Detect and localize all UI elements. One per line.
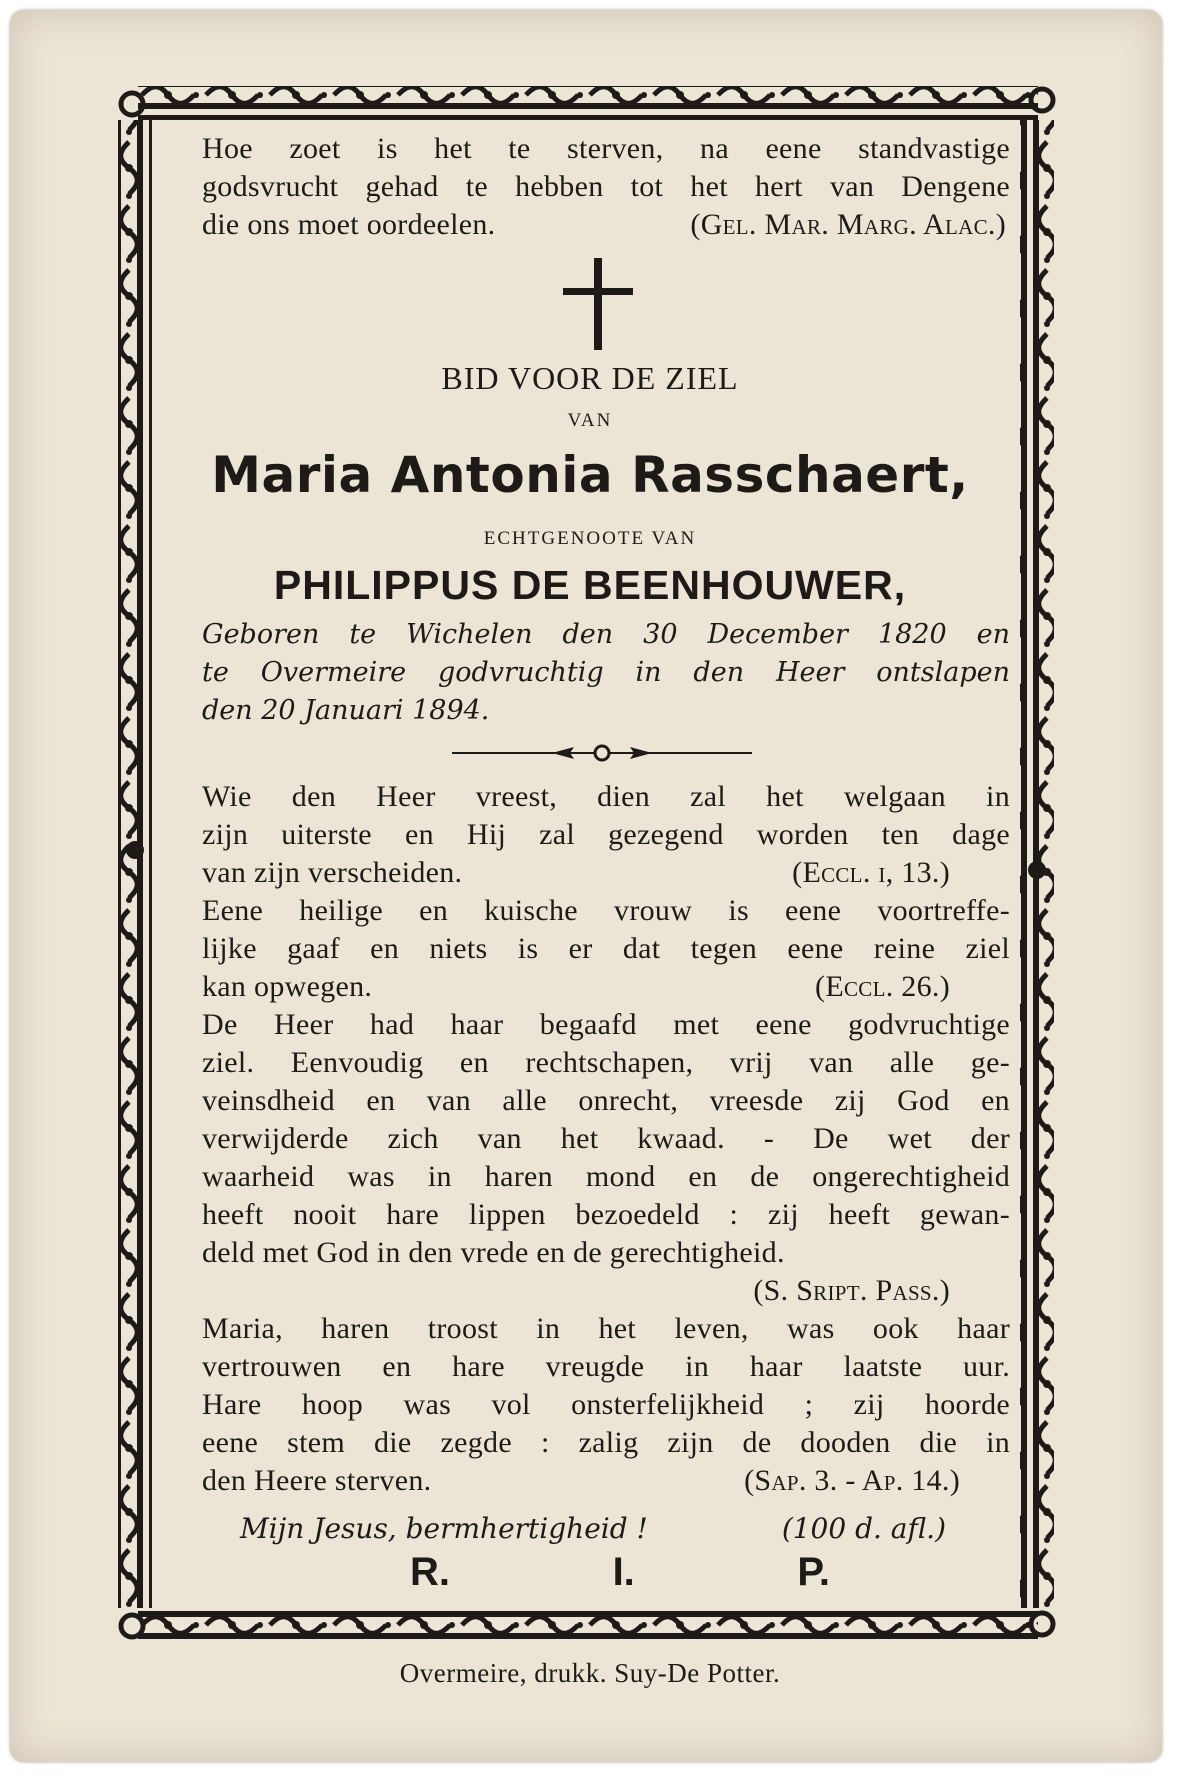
quote-last-line: die ons moet oordeelen. xyxy=(202,208,496,241)
prayer-text: Mijn Jesus, bermhertigheid ! xyxy=(240,1512,648,1545)
indulgence-note: (100 d. afl.) xyxy=(781,1512,946,1545)
scripture-reference: (Eccl. i, 13.) xyxy=(792,856,950,889)
paragraph-last-text: kan opwegen. xyxy=(202,970,373,1003)
rip-letter: R. xyxy=(410,1550,450,1594)
divider-ornament xyxy=(452,742,752,764)
scripture-reference: (S. Sript. Pass.) xyxy=(753,1274,950,1307)
birth-line: te Overmeire godvruchtig in den Heer ontslapen xyxy=(202,657,1010,688)
rip-row xyxy=(410,1550,830,1595)
spouse-name: PHILIPPUS DE BEENHOUWER, xyxy=(273,562,907,608)
paragraph-last-text: den Heere sterven. xyxy=(202,1464,432,1497)
death-date: den 20 Januari 1894. xyxy=(202,695,490,726)
quote-line: godsvrucht gehad te hebben tot het hert van Dengene xyxy=(202,170,1010,203)
van-label: VAN xyxy=(567,410,613,431)
paragraph-2 xyxy=(202,892,1010,968)
scripture-reference: (Eccl. 26.) xyxy=(815,970,950,1003)
paragraph-line: verwijderde zich van het kwaad. - De wet der xyxy=(202,1122,1010,1155)
printer-imprint: Overmeire, drukk. Suy-De Potter. xyxy=(399,1658,781,1688)
paragraph-4 xyxy=(202,1310,1010,1462)
paragraph-line: lijke gaaf en niets is er dat tegen eene reine ziel xyxy=(202,932,1010,965)
paragraph-line: ziel. Eenvoudig en rechtschapen, vrij van alle ge- xyxy=(202,1046,1010,1079)
paragraph-1-last-row xyxy=(202,854,1010,892)
paragraph-line: heeft nooit hare lippen bezoedeld : zij heeft gewan- xyxy=(202,1198,1010,1231)
paragraph-4-last-row xyxy=(202,1462,1010,1500)
deceased-name: Maria Antonia Rasschaert, xyxy=(211,446,969,504)
spouse-label: ECHTGENOOTE VAN xyxy=(483,528,697,549)
paragraph-line: veinsdheid en van alle onrecht, vreesde zij God en xyxy=(202,1084,1010,1117)
paragraph-line: Eene heilige en kuische vrouw is eene voortreffe- xyxy=(202,894,1010,927)
birth-line: Geboren te Wichelen den 30 December 1820 en xyxy=(202,619,1010,650)
opening-quote xyxy=(202,130,1010,206)
paragraph-line: waarheid was in haren mond en de ongerechtigheid xyxy=(202,1160,1010,1193)
quote-line: Hoe zoet is het te sterven, na eene standvastige xyxy=(202,132,1010,165)
prayer-row xyxy=(202,1510,1010,1548)
paragraph-line: Hare hoop was vol onsterfelijkheid ; zij hoorde xyxy=(202,1388,1010,1421)
paragraph-3-last-line: deld met God in den vrede en de gerechtigheid. xyxy=(202,1236,785,1269)
paragraph-line: Maria, haren troost in het leven, was ook haar xyxy=(202,1312,1010,1345)
rip-letter: P. xyxy=(797,1550,830,1594)
rip-letter: I. xyxy=(612,1550,635,1594)
paragraph-line: De Heer had haar begaafd met eene godvruchtige xyxy=(202,1008,1010,1041)
quote-source: (Gel. Mar. Marg. Alac.) xyxy=(690,208,1006,241)
pray-heading: BID VOOR DE ZIEL xyxy=(441,360,739,396)
paragraph-line: eene stem die zegde : zalig zijn de dooden die in xyxy=(202,1426,1010,1459)
cross-icon xyxy=(563,258,633,350)
scripture-reference: (Sap. 3. - Ap. 14.) xyxy=(744,1464,960,1497)
birth-death-text xyxy=(202,616,1010,692)
paragraph-line: Wie den Heer vreest, dien zal het welgaan in xyxy=(202,780,1010,813)
paragraph-3 xyxy=(202,1006,1010,1234)
paragraph-line: zijn uiterste en Hij zal gezegend worden ten dage xyxy=(202,818,1010,851)
paragraph-line: vertrouwen en hare vreugde in haar laatste uur. xyxy=(202,1350,1010,1383)
paragraph-last-text: van zijn verscheiden. xyxy=(202,856,463,889)
quote-last-row xyxy=(202,206,1010,244)
memorial-card xyxy=(10,10,1162,1762)
paragraph-3-ref-row xyxy=(202,1272,1010,1310)
paragraph-2-last-row xyxy=(202,968,1010,1006)
paragraph-1 xyxy=(202,778,1010,854)
